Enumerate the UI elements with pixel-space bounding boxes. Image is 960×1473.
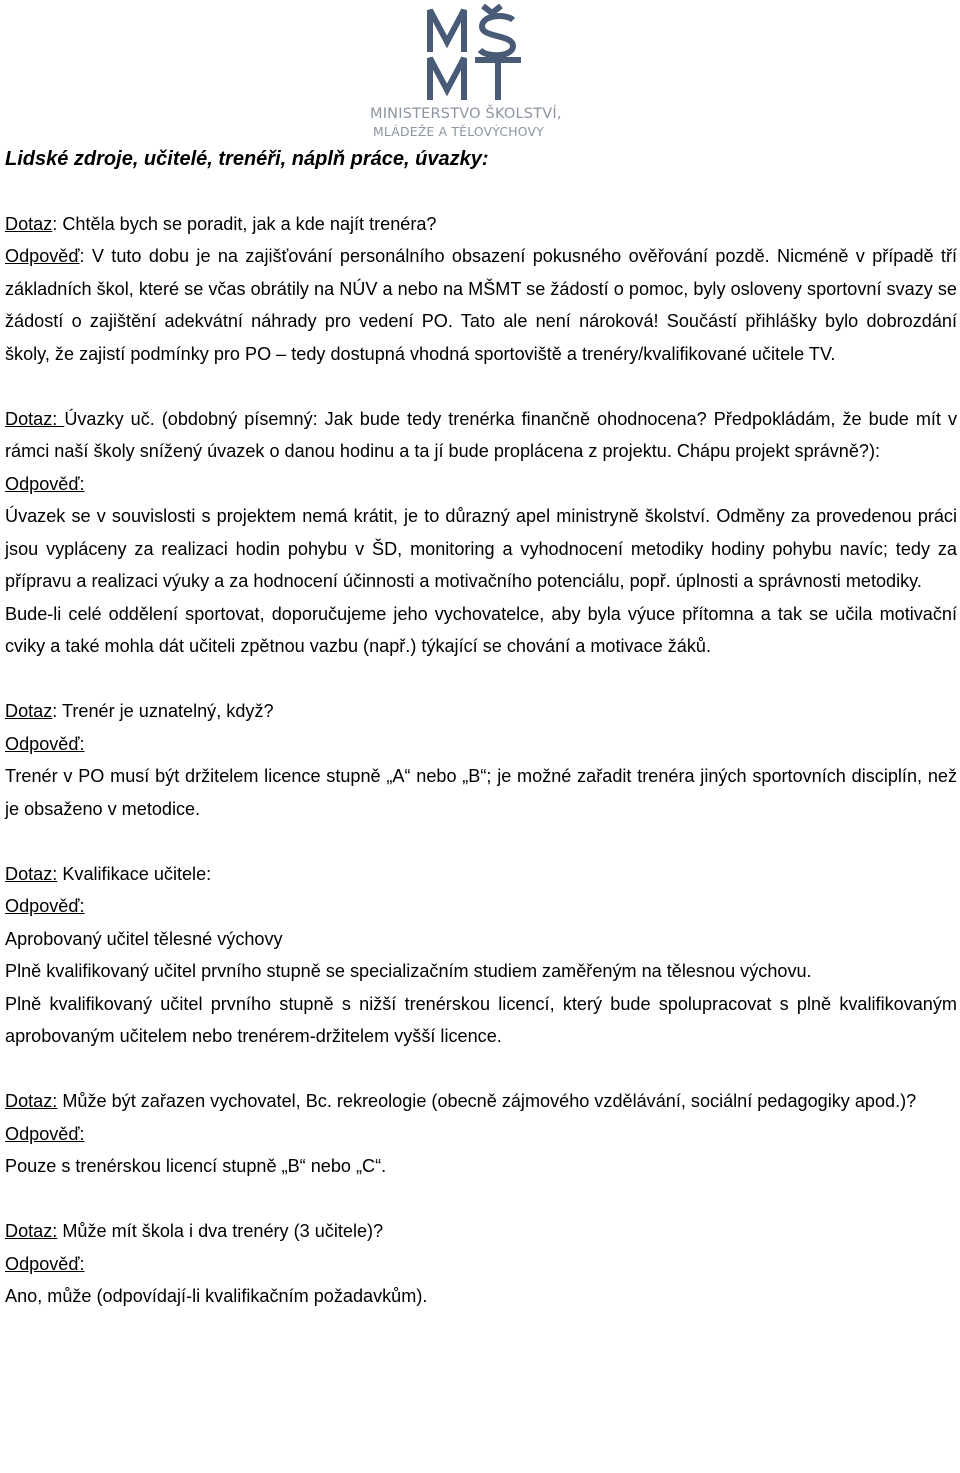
answer-label: Odpověď:	[5, 733, 85, 754]
answer-paragraph: Bude-li celé oddělení sportovat, doporučujeme jeho vychovatelce, aby byla výuce přítomna a tak se učila motivační cviky a také mohla dát učiteli zpětnou vazbu (např.) týkající se chování a motivace žáků.	[5, 603, 957, 656]
answer-paragraph: Trenér v PO musí být držitelem licence stupně „A“ nebo „B“; je možné zařadit trenéra jiných sportovních disciplín, než je obsaženo v metodice.	[5, 766, 957, 819]
answer-paragraph: Plně kvalifikovaný učitel prvního stupně s nižší trenérskou licencí, který bude spolupracovat s plně kvalifikovaným aprobovaným učitelem nebo trenérem-držitelem vyšší licence.	[5, 993, 957, 1046]
answer	[5, 240, 957, 370]
logo-line-2: MLÁDEŽE A TĚLOVÝCHOVY	[373, 124, 544, 139]
answer-paragraph: Pouze s trenérskou licencí stupně „B“ nebo „C“.	[5, 1156, 387, 1176]
question-label: Dotaz:	[5, 1221, 58, 1241]
answer-label: Odpověď:	[5, 473, 85, 494]
answer-label: Odpověď:	[5, 896, 85, 916]
qa-block-1	[5, 208, 957, 371]
ministry-logo	[370, 4, 596, 138]
question-text: Trenér je uznatelný, když?	[62, 701, 274, 721]
section-title: Lidské zdroje, učitelé, trenéři, náplň práce, úvazky:	[5, 148, 489, 170]
msmt-monogram-icon	[425, 4, 540, 104]
question	[5, 695, 957, 728]
document-body	[5, 143, 957, 1313]
question	[5, 1215, 957, 1248]
answer-paragraph: Ano, může (odpovídají-li kvalifikačním požadavkům).	[5, 1286, 428, 1306]
question	[5, 858, 957, 891]
qa-block-6	[5, 1215, 957, 1313]
answer-paragraph: Aprobovaný učitel tělesné výchovy	[5, 928, 283, 949]
question-label: Dotaz	[5, 701, 53, 721]
answer-paragraph: Plně kvalifikovaný učitel prvního stupně se specializačním studiem zaměřeným na tělesnou výchovu.	[5, 961, 812, 981]
answer-label: Odpověď:	[5, 1123, 85, 1144]
question-text: Může být zařazen vychovatel, Bc. rekreologie (obecně zájmového vzdělávání, sociální pedagogiky apod.)?	[62, 1091, 917, 1111]
question-separator: :	[52, 213, 63, 234]
answer-label: Odpověď	[5, 246, 80, 266]
answer-text: V tuto dobu je na zajišťování personálního obsazení pokusného ověřování pozdě. Nicméně v případě tří základních škol, které se včas obrátily na NÚV a nebo na MŠMT se žádostí o pomoc, byly osloveny sportovní svazy se žádostí o zajištění adekvátní náhrady pro vedení PO. Tato ale není nároková! Součástí přihlášky bylo dobrozdání školy, že zajistí podmínky pro PO – tedy dostupná vhodná sportoviště a trenéry/kvalifikované učitele TV.	[5, 246, 957, 364]
answer-paragraph: Úvazek se v souvislosti s projektem nemá krátit, je to důrazný apel ministryně školství. Odměny za provedenou práci jsou vypláceny za realizaci hodin pohybu v ŠD, monitoring a vyhodnocení metodiky hodiny pohybu navíc; tedy za přípravu a realizaci výuky a za hodnocení účinnosti a motivačního potenciálu, popř. úplnosti a správnosti metodiky.	[5, 506, 957, 591]
logo-line-1: MINISTERSTVO ŠKOLSTVÍ,	[370, 106, 562, 122]
question-label: Dotaz:	[5, 408, 65, 429]
question-separator: :	[52, 701, 63, 721]
question	[5, 208, 957, 241]
answer-separator: :	[79, 246, 92, 266]
question-label: Dotaz:	[5, 1091, 58, 1111]
qa-block-3	[5, 695, 957, 825]
answer-label: Odpověď:	[5, 1253, 85, 1274]
question-text: Úvazky uč. (obdobný písemný: Jak bude tedy trenérka finančně ohodnocena? Předpokládám, že bude mít v rámci naší školy snížený úvazek o danou hodinu a ta jí bude proplácena z projektu. Chápu projekt správně?):	[5, 408, 957, 461]
question	[5, 1085, 957, 1118]
question-text: Kvalifikace učitele:	[62, 863, 212, 884]
qa-block-4	[5, 858, 957, 1053]
qa-block-5	[5, 1085, 957, 1183]
qa-block-2	[5, 403, 957, 663]
question-text: Chtěla bych se poradit, jak a kde najít trenéra?	[62, 213, 437, 234]
question	[5, 403, 957, 468]
question-label: Dotaz:	[5, 863, 58, 884]
question-label: Dotaz	[5, 213, 53, 234]
question-text: Může mít škola i dva trenéry (3 učitele)?	[62, 1221, 384, 1241]
